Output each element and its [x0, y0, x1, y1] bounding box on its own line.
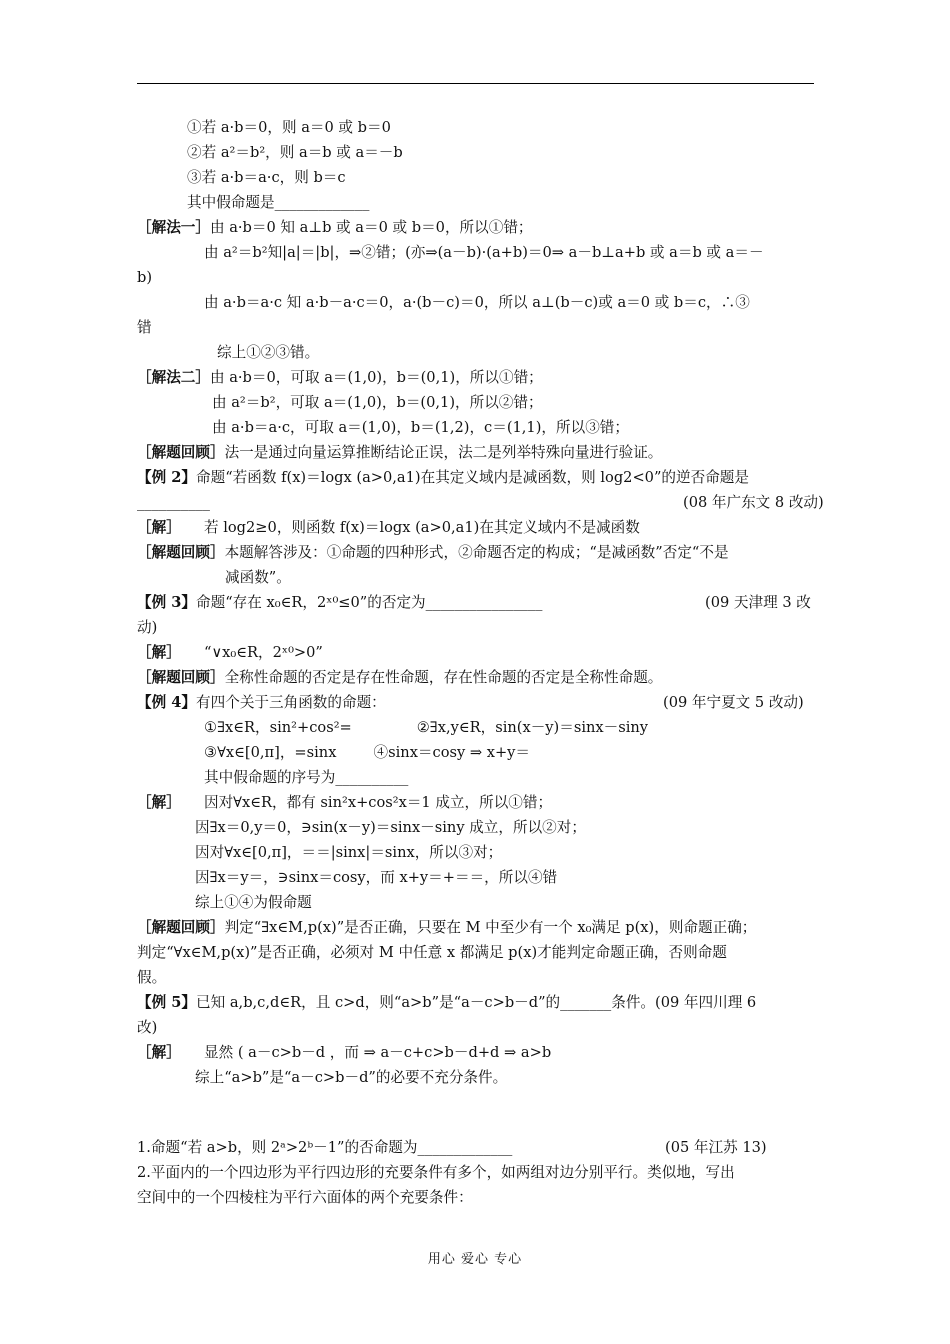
line-text: 综上“a>b”是“a－c>b－d”的必要不充分条件。: [195, 1069, 508, 1086]
text-line: [137, 368, 815, 388]
line-text: 减函数”。: [225, 569, 291, 586]
line-text: 判定“∃x∈M,p(x)”是否正确，只要在 M 中至少有一个 x₀满足 p(x)，则命题正确；: [224, 919, 757, 936]
line-text: 法一是通过向量运算推断结论正误，法二是列举特殊向量进行验证。: [224, 444, 663, 461]
text-line: [137, 918, 815, 938]
section-tag: ［解法二］: [137, 369, 210, 386]
text-line: [137, 993, 815, 1013]
line-text: 本题解答涉及：①命题的四种形式，②命题否定的构成；“是减函数”否定“不是: [224, 544, 729, 561]
text-line: [137, 443, 815, 463]
line-text: 其中假命题的序号为__________: [204, 769, 409, 786]
line-text: 错: [137, 319, 152, 336]
section-tag: ［解题回顾］: [137, 919, 225, 936]
line-text: 命题“存在 x₀∈R，2ˣ⁰≤0”的否定为________________: [196, 594, 543, 611]
section-tag: ［解题回顾］: [137, 669, 225, 686]
line-text: “∨x₀∈R，2ˣ⁰>0”: [180, 644, 323, 661]
section-tag: 【例 3】: [137, 594, 197, 611]
line-text: 判定“∀x∈M,p(x)”是否正确，必须对 M 中任意 x 都满足 p(x)才能判定命题正确，否则命题: [137, 944, 727, 961]
line-text: 因∃x＝y＝，∋sinx＝cosy，而 x+y＝+＝＝，所以④错: [195, 869, 558, 886]
line-text: 由 a²＝b²知|a|＝|b|，⇒②错；(亦⇒(a－b)·(a+b)＝0⇒ a－b⊥a+b 或 a＝b 或 a＝－: [204, 244, 764, 261]
text-line: [187, 168, 815, 188]
section-tag: 【例 2】: [137, 469, 197, 486]
line-text: 有四个关于三角函数的命题：: [196, 694, 386, 711]
section-tag: 【例 5】: [137, 994, 197, 1011]
line-text: 2.平面内的一个四边形为平行四边形的充要条件有多个，如两组对边分别平行。类似地，写出: [137, 1164, 735, 1181]
text-line: [187, 118, 815, 138]
text-line: [195, 893, 815, 913]
text-line: [225, 568, 815, 588]
text-line: [212, 418, 815, 438]
line-text: 由 a²＝b²，可取 a＝(1,0)，b＝(0,1)，所以②错；: [212, 394, 543, 411]
text-line: [137, 268, 815, 288]
text-line: [137, 1018, 815, 1038]
source-note: (09 天津理 3 改: [705, 594, 811, 611]
section-tag: ［解］: [137, 644, 181, 661]
section-tag: ［解］: [137, 794, 181, 811]
section-tag: ［解］: [137, 1044, 181, 1061]
line-text: 假。: [137, 969, 167, 986]
source-note: (08 年广东文 8 改动): [683, 494, 824, 511]
text-line: [204, 768, 815, 788]
text-line: [195, 818, 815, 838]
text-line: [195, 1068, 815, 1088]
text-line: [137, 668, 815, 688]
line-text: 已知 a,b,c,d∈R，且 c>d，则“a>b”是“a－c>b－d”的_______条件。(09 年四川理 6: [196, 994, 757, 1011]
line-text: ③∀x∈[0,π]，=sinx ④sinx＝cosy ⇒ x+y＝: [204, 744, 531, 761]
section-tag: ［解题回顾］: [137, 444, 225, 461]
text-line: [137, 468, 815, 488]
text-line: [195, 843, 815, 863]
line-text: 命题“若函数 f(x)＝logx (a>0,a1)在其定义域内是减函数，则 log2<0”的逆否命题是: [196, 469, 749, 486]
line-text: 动): [137, 619, 158, 636]
text-line: [137, 793, 815, 813]
line-text: __________: [137, 494, 210, 511]
header-rule: [137, 83, 814, 84]
line-text: 因对∀x∈R，都有 sin²x+cos²x＝1 成立，所以①错；: [180, 794, 553, 811]
line-text: 综上①④为假命题: [195, 894, 312, 911]
line-text: ①若 a·b＝0，则 a＝0 或 b＝0: [187, 119, 391, 136]
line-text: 因对∀x∈[0,π]，＝＝|sinx|＝sinx，所以③对；: [195, 844, 503, 861]
text-line: [137, 1163, 815, 1183]
line-text: 综上①②③错。: [217, 344, 320, 361]
section-tag: ［解题回顾］: [137, 544, 225, 561]
line-text: 改): [137, 1019, 158, 1036]
text-line: [137, 518, 815, 538]
text-line: [204, 293, 815, 313]
text-line: [137, 943, 815, 963]
source-note: (09 年宁夏文 5 改动): [663, 694, 804, 711]
section-tag: ［解法一］: [137, 219, 210, 236]
text-line: [137, 218, 815, 238]
text-line: [137, 643, 815, 663]
text-line: [137, 543, 815, 563]
line-text: 由 a·b＝a·c，可取 a＝(1,0)，b＝(1,2)，c＝(1,1)，所以③错；: [212, 419, 629, 436]
line-text: 全称性命题的否定是存在性命题，存在性命题的否定是全称性命题。: [224, 669, 663, 686]
text-line: [137, 318, 815, 338]
text-line: [137, 968, 815, 988]
line-text: ②若 a²＝b²，则 a＝b 或 a＝－b: [187, 144, 403, 161]
text-line: [187, 143, 815, 163]
text-line: [204, 718, 815, 738]
line-text: ③若 a·b＝a·c，则 b＝c: [187, 169, 346, 186]
text-line: [212, 393, 815, 413]
line-text: 因∃x＝0,y＝0，∋sin(x－y)＝sinx－siny 成立，所以②对；: [195, 819, 586, 836]
line-text: 由 a·b＝0 知 a⊥b 或 a＝0 或 b＝0，所以①错；: [209, 219, 533, 236]
text-line: [137, 1043, 815, 1063]
text-line: [217, 343, 815, 363]
text-line: [195, 868, 815, 888]
text-line: [204, 243, 815, 263]
page-footer: 用心 爱心 专心: [427, 1252, 523, 1267]
text-line: [137, 618, 815, 638]
text-line: [187, 193, 815, 213]
line-text: 由 a·b＝a·c 知 a·b－a·c＝0，a·(b－c)＝0，所以 a⊥(b－c)或 a＝0 或 b＝c，∴③: [204, 294, 750, 311]
line-text: b): [137, 269, 153, 286]
section-tag: 【例 4】: [137, 694, 197, 711]
line-text: 若 log2≥0，则函数 f(x)＝logx (a>0,a1)在其定义域内不是减函数: [180, 519, 640, 536]
text-line: [204, 743, 815, 763]
line-text: 1.命题“若 a>b，则 2ᵃ>2ᵇ－1”的否命题为_____________: [137, 1139, 513, 1156]
line-text: ①∃x∈R，sin²+cos²= ②∃x,y∈R，sin(x－y)＝sinx－siny: [204, 719, 649, 736]
source-note: (05 年江苏 13): [665, 1139, 767, 1156]
line-text: 其中假命题是_____________: [187, 194, 370, 211]
text-line: [137, 1188, 815, 1208]
line-text: 空间中的一个四棱柱为平行六面体的两个充要条件：: [137, 1189, 473, 1206]
section-tag: ［解］: [137, 519, 181, 536]
line-text: 由 a·b＝0，可取 a＝(1,0)，b＝(0,1)，所以①错；: [209, 369, 543, 386]
line-text: 显然 ( a－c>b－d ，而 ⇒ a－c+c>b－d+d ⇒ a>b: [180, 1044, 552, 1061]
